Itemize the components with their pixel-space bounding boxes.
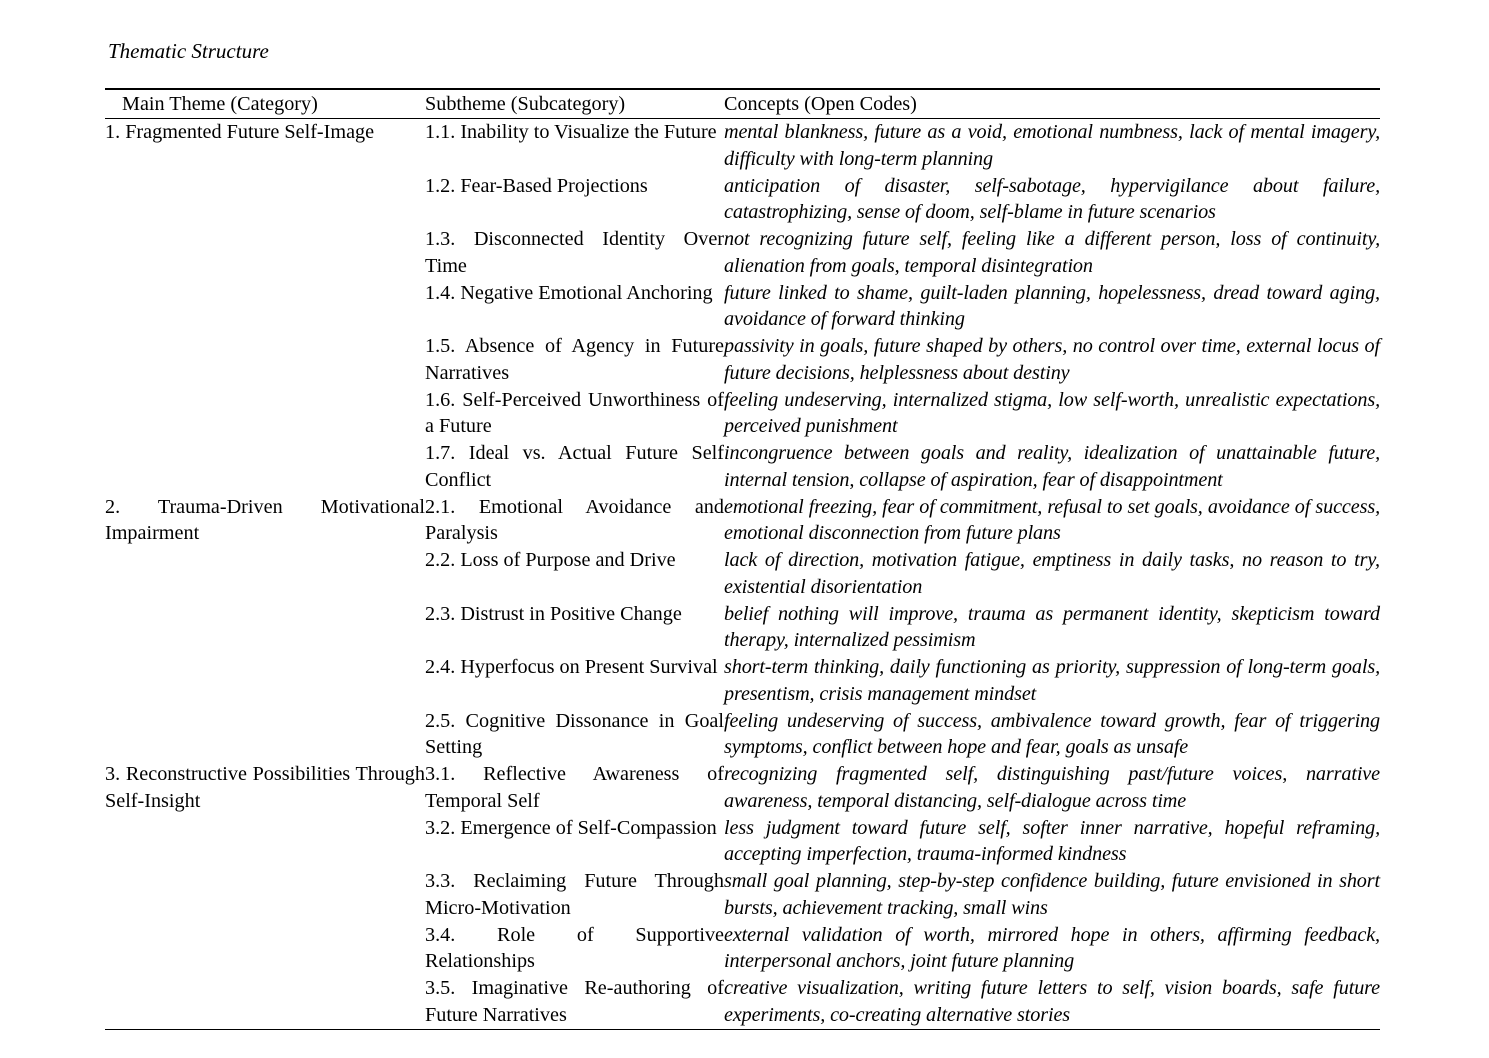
concepts-cell: feeling undeserving of success, ambivalence toward growth, fear of triggering symptoms, conflict between hope and fear, goals as unsafe bbox=[724, 709, 1380, 759]
concepts-cell: short-term thinking, daily functioning as priority, suppression of long-term goals, presentism, crisis management mindset bbox=[724, 656, 1380, 705]
subtheme-cell: 3.4. Role of Supportive Relationships bbox=[425, 923, 724, 973]
page-title: Thematic Structure bbox=[108, 39, 269, 63]
subtheme-cell: 3.5. Imaginative Re-authoring of Future Narratives bbox=[425, 977, 724, 1026]
subtheme-cell: 1.3. Disconnected Identity Over Time bbox=[425, 228, 724, 277]
subtheme-cell: 3.1. Reflective Awareness of Temporal Self bbox=[425, 763, 724, 812]
subtheme-cell: 1.4. Negative Emotional Anchoring bbox=[425, 281, 713, 304]
concepts-cell: creative visualization, writing future letters to self, vision boards, safe future experiments, co-creating alternative stories bbox=[724, 977, 1380, 1026]
concepts-cell: emotional freezing, fear of commitment, refusal to set goals, avoidance of success, emotional disconnection from future plans bbox=[724, 495, 1380, 545]
column-header-subtheme: Subtheme (Subcategory) bbox=[425, 89, 724, 119]
main-theme-cell: 2. Trauma-Driven Motivational Impairment bbox=[105, 495, 425, 545]
concepts-cell: future linked to shame, guilt-laden planning, hopelessness, dread toward aging, avoidance of forward thinking bbox=[724, 281, 1380, 331]
table-row bbox=[105, 494, 1380, 548]
thematic-structure-table bbox=[105, 88, 1380, 1030]
concepts-cell: belief nothing will improve, trauma as permanent identity, skepticism toward therapy, internalized pessimism bbox=[724, 602, 1380, 652]
concepts-cell: external validation of worth, mirrored hope in others, affirming feedback, interpersonal anchors, joint future planning bbox=[724, 923, 1380, 973]
subtheme-cell: 1.2. Fear-Based Projections bbox=[425, 174, 648, 197]
subtheme-cell: 2.4. Hyperfocus on Present Survival bbox=[425, 656, 718, 678]
subtheme-cell: 1.5. Absence of Agency in Future Narratives bbox=[425, 335, 724, 384]
column-header-concepts: Concepts (Open Codes) bbox=[724, 89, 1380, 119]
subtheme-cell: 3.3. Reclaiming Future Through Micro-Motivation bbox=[425, 870, 724, 919]
concepts-cell: not recognizing future self, feeling like a different person, loss of continuity, alienation from goals, temporal disintegration bbox=[724, 228, 1380, 277]
subtheme-cell: 3.2. Emergence of Self-Compassion bbox=[425, 816, 717, 839]
concepts-cell: less judgment toward future self, softer inner narrative, hopeful reframing, accepting imperfection, trauma-informed kindness bbox=[724, 816, 1380, 866]
subtheme-cell: 2.1. Emotional Avoidance and Paralysis bbox=[425, 495, 724, 545]
subtheme-cell: 2.2. Loss of Purpose and Drive bbox=[425, 549, 676, 571]
concepts-cell: anticipation of disaster, self-sabotage, hypervigilance about failure, catastrophizing, sense of doom, self-blame in future scenarios bbox=[724, 174, 1380, 224]
table-row bbox=[105, 761, 1380, 815]
subtheme-cell: 1.7. Ideal vs. Actual Future Self Conflict bbox=[425, 442, 724, 491]
main-theme-cell: 1. Fragmented Future Self-Image bbox=[105, 121, 375, 143]
column-header-main-theme: Main Theme (Category) bbox=[105, 89, 425, 119]
main-theme-cell: 3. Reconstructive Possibilities Through Self-Insight bbox=[105, 763, 425, 812]
concepts-cell: recognizing fragmented self, distinguishing past/future voices, narrative awareness, temporal distancing, self-dialogue across time bbox=[724, 763, 1380, 812]
subtheme-cell: 1.6. Self-Perceived Unworthiness of a Future bbox=[425, 388, 724, 438]
concepts-cell: incongruence between goals and reality, idealization of unattainable future, internal tension, collapse of aspiration, fear of disappointment bbox=[724, 442, 1380, 491]
concepts-cell: feeling undeserving, internalized stigma, low self-worth, unrealistic expectations, perceived punishment bbox=[724, 388, 1380, 438]
concepts-cell: mental blankness, future as a void, emotional numbness, lack of mental imagery, difficulty with long-term planning bbox=[724, 121, 1380, 170]
subtheme-cell: 2.5. Cognitive Dissonance in Goal Setting bbox=[425, 709, 724, 759]
table-header-row bbox=[105, 89, 1380, 119]
concepts-cell: small goal planning, step-by-step confidence building, future envisioned in short bursts, achievement tracking, small wins bbox=[724, 870, 1380, 919]
concepts-cell: lack of direction, motivation fatigue, emptiness in daily tasks, no reason to try, existential disorientation bbox=[724, 549, 1380, 598]
table-row bbox=[105, 119, 1380, 173]
concepts-cell: passivity in goals, future shaped by others, no control over time, external locus of future decisions, helplessness about destiny bbox=[724, 335, 1380, 384]
subtheme-cell: 2.3. Distrust in Positive Change bbox=[425, 602, 682, 625]
subtheme-cell: 1.1. Inability to Visualize the Future bbox=[425, 121, 717, 143]
